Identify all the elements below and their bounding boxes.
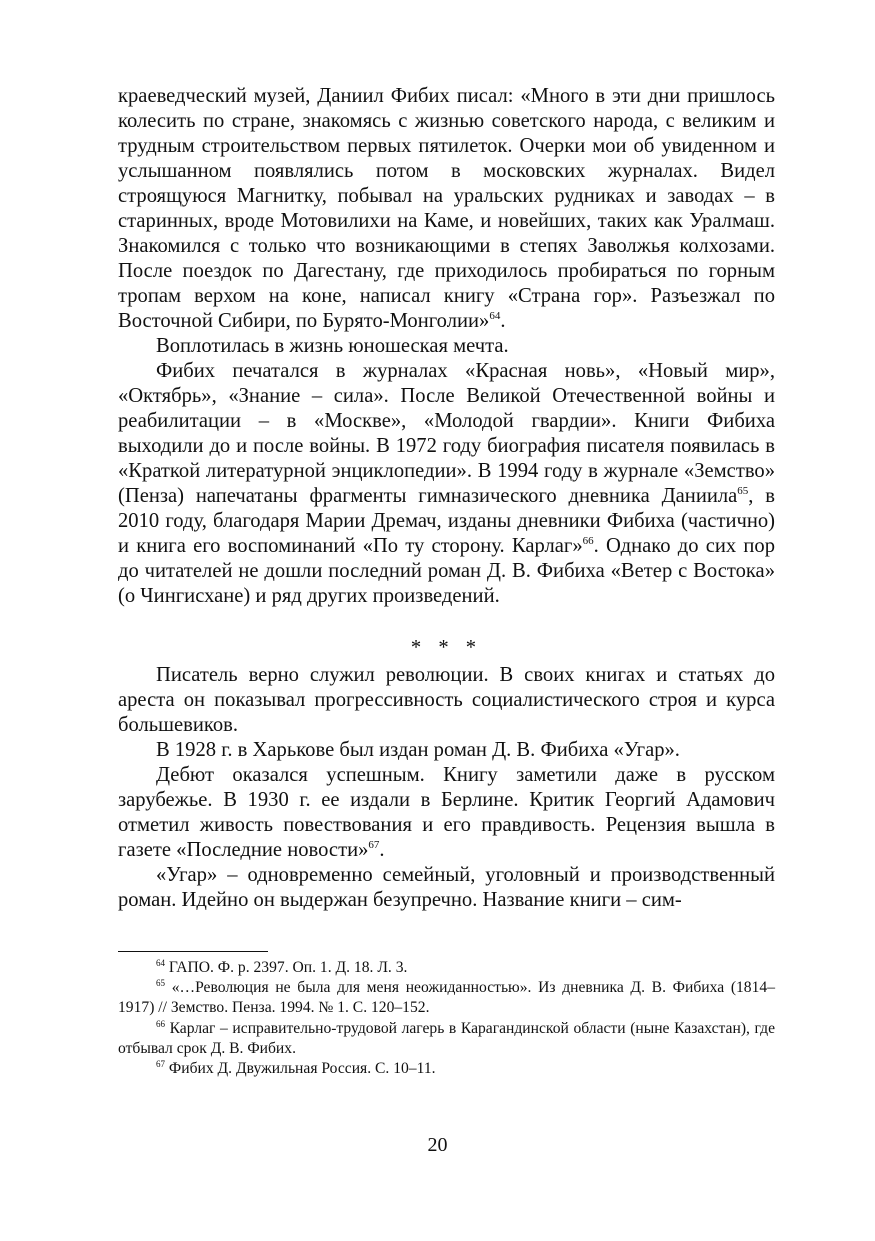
page-content xyxy=(118,84,775,1079)
footnote: $^{64}$ ГАПО. Ф. р. 2397. Оп. 1. Д. 18. Л. 3. xyxy=(156,958,408,976)
footnote-number: 67 xyxy=(156,1059,165,1070)
footnote-number: 65 xyxy=(156,978,165,989)
footnote-ref[interactable]: 64 xyxy=(489,310,501,322)
paragraph: Дебют оказался успешным. Книгу заметили даже в русском зарубежье. В 1930 г. ее издали в Берлине. Критик Георгий Адамович отметил живость повествования и его правдивость. Рецензия вышла в газете «Последние новости»$^{67}$. xyxy=(118,764,775,861)
footnote-ref[interactable]: 67 xyxy=(368,839,380,851)
footnote-divider xyxy=(118,951,268,952)
footnote-ref[interactable]: 66 xyxy=(582,535,594,547)
footnote: $^{67}$ Фибих Д. Двужильная Россия. С. 10–11. xyxy=(156,1059,436,1078)
footnote-ref[interactable]: 65 xyxy=(737,485,749,497)
paragraph: Писатель верно служил революции. В своих книгах и статьях до ареста он показывал прогрессивность социалистического строя и курса большевиков. xyxy=(118,664,775,736)
footnote-number: 64 xyxy=(156,958,165,968)
footnote: $^{66}$ Карлаг – исправительно-трудовой лагерь в Карагандинской области (ныне Казахстан), где отбывал срок Д. В. Фибих. xyxy=(118,1018,775,1057)
footnote-number: 66 xyxy=(156,1018,165,1029)
footnote: $^{65}$ «…Революция не была для меня неожиданностью». Из дневника Д. В. Фибиха (1814–1917) // Земство. Пенза. 1994. № 1. С. 120–152. xyxy=(118,978,775,1017)
section-separator: * * * xyxy=(410,637,483,659)
body-text xyxy=(118,84,775,913)
paragraph: краеведческий музей, Даниил Фибих писал: «Много в эти дни пришлось колесить по стране, знакомясь с жизнью советского народа, с великим и трудным строительством первых пятилеток. Очерки мои об увиденном и услышанном появлялись потом в московских журналах. Видел строящуюся Магнитку, побывал на уральских рудниках и заводах – в старинных, вроде Мотовилихи на Каме, и новейших, таких как Уралмаш. Знакомился с только что возникающими в степях Заволжья колхозами. После поездок по Дагестану, где приходилось пробираться по горным тропам верхом на коне, написал книгу «Страна гор». Разъезжал по Восточной Сибири, по Бурято-Монголии»$^{64}$. xyxy=(118,85,775,332)
paragraph: В 1928 г. в Харькове был издан роман Д. В. Фибиха «Угар». xyxy=(156,739,680,761)
footnotes xyxy=(118,958,775,1079)
paragraph: Воплотилась в жизнь юношеская мечта. xyxy=(156,335,509,357)
page-number: 20 xyxy=(427,1134,448,1156)
paragraph: Фибих печатался в журналах «Красная новь», «Новый мир», «Октябрь», «Знание – сила». После Великой Отечественной войны и реабилитации – в «Москве», «Молодой гвардии». Книги Фибиха выходили до и после войны. В 1972 году биография писателя появилась в «Краткой литературной энциклопедии». В 1994 году в журнале «Земство» (Пенза) напечатаны фрагменты гимназического дневника Даниила$^{65}$, в 2010 году, благодаря Марии Дремач, изданы дневники Фибиха (частично) и книга его воспоминаний «По ту сторону. Карлаг»$^{66}$. Однако до сих пор до читателей не дошли последний роман Д. В. Фибиха «Ветер с Востока» (о Чингисхане) и ряд других произведений. xyxy=(118,360,775,607)
paragraph: «Угар» – одновременно семейный, уголовный и производственный роман. Идейно он выдержан безупречно. Название книги – сим- xyxy=(118,864,775,911)
